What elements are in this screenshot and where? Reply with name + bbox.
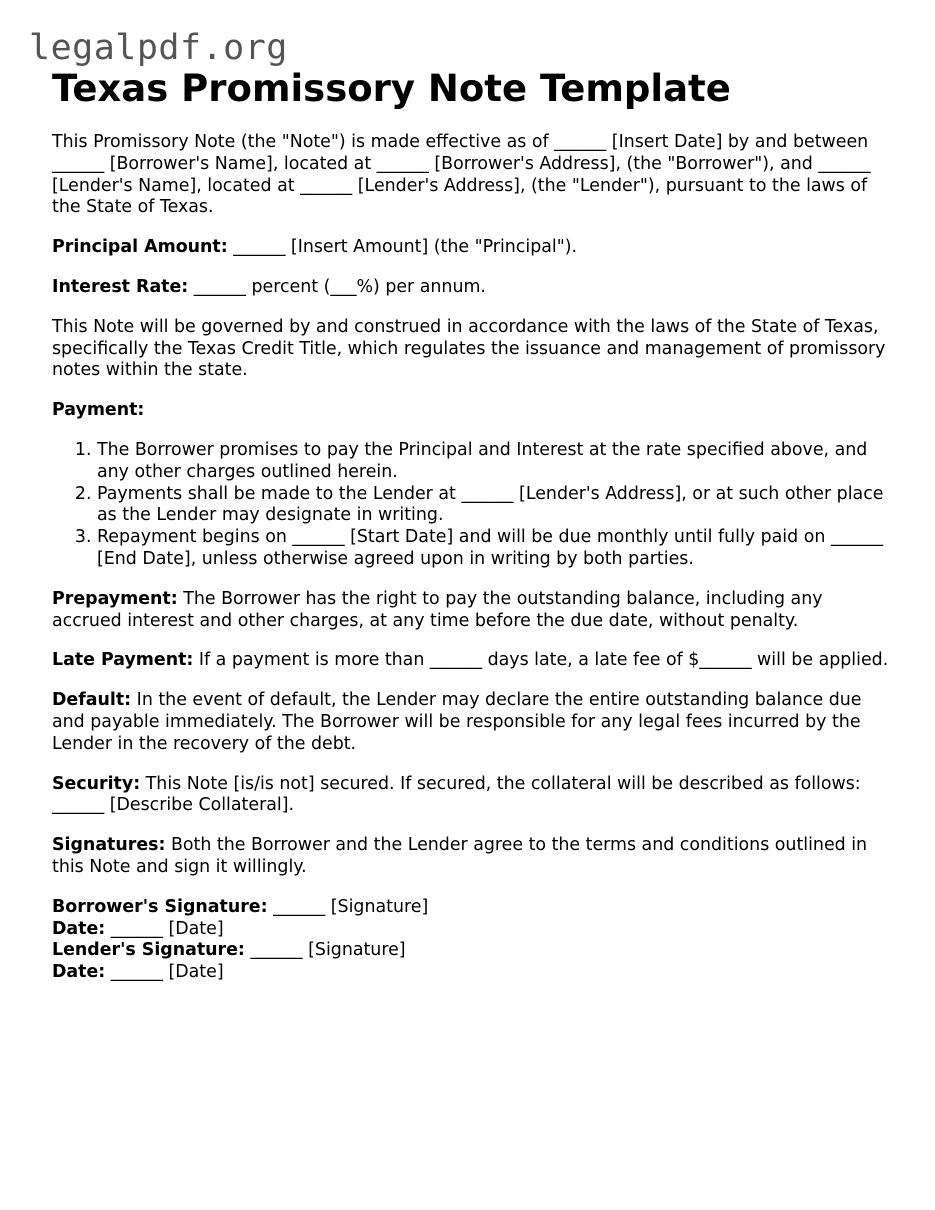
signatures-text: Both the Borrower and the Lender agree to the terms and conditions outlined in this Note and sign it willingly. [52, 835, 868, 877]
interest-text: ______ percent (___%) per annum. [188, 276, 486, 297]
list-item: 2. Payments shall be made to the Lender at ______ [Lender's Address], or at such other place as the Lender may designate in writing. [97, 484, 892, 528]
document [52, 66, 892, 984]
late-payment-paragraph [52, 650, 892, 672]
borrower-signature-label: Borrower's Signature: [52, 896, 268, 917]
lender-signature-label: Lender's Signature: [52, 940, 245, 961]
security-label: Security: [52, 773, 141, 794]
payment-heading [52, 400, 892, 422]
lender-signature-value: ______ [Signature] [244, 940, 406, 961]
default-paragraph [52, 690, 892, 755]
watermark: legalpdf.org [29, 28, 288, 68]
borrower-signature-line [52, 897, 892, 919]
principal-paragraph [52, 237, 892, 259]
list-item: 3. Repayment begins on ______ [Start Date] and will be due monthly until fully paid on ______ [End Date], unless otherwise agreed upon in writing by both parties. [97, 527, 892, 571]
prepayment-text: The Borrower has the right to pay the outstanding balance, including any accrued interest and other charges, at any time before the due date, without penalty. [52, 588, 823, 631]
governing-law-paragraph: This Note will be governed by and construed in accordance with the laws of the State of Texas, specifically the Texas Credit Title, which regulates the issuance and management of promissory notes within the state. [52, 316, 886, 381]
lender-date-value: ______ [Date] [105, 962, 224, 983]
borrower-date-value: ______ [Date] [105, 918, 224, 939]
security-paragraph [52, 774, 892, 818]
list-item: 1. The Borrower promises to pay the Principal and Interest at the rate specified above, and any other charges outlined herein. [97, 440, 892, 484]
lender-date-line [52, 962, 892, 984]
default-text: In the event of default, the Lender may declare the entire outstanding balance due and payable immediately. The Borrower will be responsible for any legal fees incurred by the Lender in the recovery of the debt. [52, 690, 862, 754]
interest-paragraph [52, 277, 892, 299]
payment-list [52, 440, 892, 571]
interest-label: Interest Rate: [52, 276, 189, 297]
late-payment-text: If a payment is more than ______ days late, a late fee of $______ will be applied. [193, 650, 889, 671]
default-label: Default: [52, 690, 132, 711]
signatures-paragraph [52, 835, 892, 879]
principal-text: ______ [Insert Amount] (the "Principal"). [227, 237, 578, 258]
prepayment-paragraph [52, 589, 892, 633]
principal-label: Principal Amount: [52, 237, 228, 258]
borrower-signature-value: ______ [Signature] [267, 896, 429, 917]
prepayment-label: Prepayment: [52, 588, 178, 609]
payment-heading-label: Payment: [52, 400, 145, 421]
lender-signature-line [52, 940, 892, 962]
security-text: This Note [is/is not] secured. If secured, the collateral will be described as follows: ______ [Describe Collateral]. [52, 773, 861, 816]
late-payment-label: Late Payment: [52, 650, 194, 671]
signatures-label: Signatures: [52, 835, 166, 856]
signature-block [52, 897, 892, 984]
borrower-date-label: Date: [52, 918, 106, 939]
lender-date-label: Date: [52, 962, 106, 983]
page-title: Texas Promissory Note Template [52, 67, 731, 110]
borrower-date-line [52, 919, 892, 941]
document-body [52, 132, 892, 984]
intro-paragraph: This Promissory Note (the "Note") is made effective as of ______ [Insert Date] by and between ______ [Borrower's Name], located at ______ [Borrower's Address], (the "Borrower"), and ______ [Lender's Name], located at ______ [Lender's Address], (the "Lender"), pursuant to the laws of the State of Texas. [52, 132, 871, 218]
